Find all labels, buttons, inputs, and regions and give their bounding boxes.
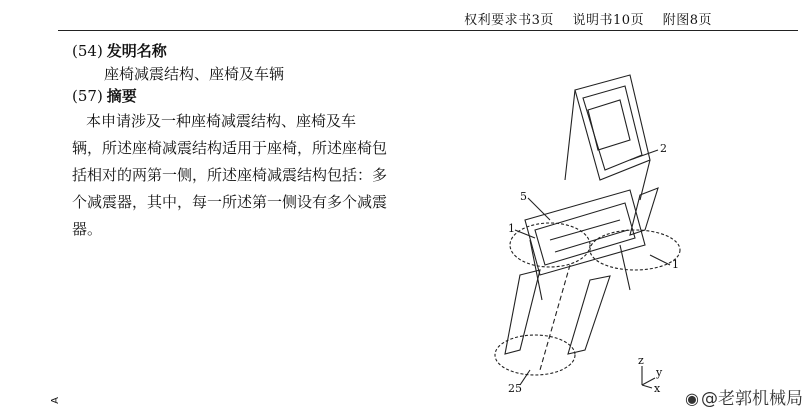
label-1-right: 1 bbox=[672, 258, 679, 271]
backrest-frame bbox=[575, 75, 650, 180]
abstract-heading bbox=[72, 85, 137, 106]
axis-z: z bbox=[638, 354, 644, 367]
watermark-text: @老郭机械局 bbox=[700, 389, 803, 409]
invention-name-code: (54) bbox=[72, 42, 103, 60]
label-1-left: 1 bbox=[508, 222, 515, 235]
abstract-line: 器。 bbox=[72, 220, 103, 238]
left-rail bbox=[505, 270, 540, 354]
watermark bbox=[685, 384, 803, 409]
page-header bbox=[58, 0, 798, 31]
label-25: 25 bbox=[508, 382, 522, 395]
right-rail bbox=[568, 276, 610, 354]
seat-base-frame bbox=[525, 190, 645, 275]
abstract-body bbox=[72, 108, 404, 243]
description-count: 说明书10页 bbox=[572, 13, 645, 28]
abstract-line: 本申请涉及一种座椅减震结构、座椅及车 bbox=[86, 112, 357, 130]
abstract-line: 括相对的两第一侧，所述座椅减震结构包括：多 bbox=[72, 166, 388, 184]
rear-rail bbox=[630, 188, 658, 235]
abstract-label: 摘要 bbox=[106, 87, 137, 105]
axis-y: y bbox=[656, 366, 663, 379]
label-2: 2 bbox=[660, 142, 667, 155]
abstract-line: 辆，所述座椅减震结构适用于座椅，所述座椅包 bbox=[72, 139, 388, 157]
invention-title: 座椅减震结构、座椅及车辆 bbox=[104, 65, 285, 83]
axis-x: x bbox=[654, 382, 661, 395]
side-mark: A bbox=[49, 397, 61, 404]
abstract-code: (57) bbox=[72, 87, 103, 105]
abstract-line: 个减震器，其中，每一所述第一侧设有多个减震 bbox=[72, 193, 388, 211]
invention-name-label: 发明名称 bbox=[106, 42, 167, 60]
invention-name-heading bbox=[72, 40, 167, 61]
header-page-counts bbox=[450, 9, 712, 28]
drawings-count: 附图8页 bbox=[662, 13, 712, 28]
label-5: 5 bbox=[520, 190, 527, 203]
weibo-icon: ◉ bbox=[685, 389, 699, 408]
seat-drawing-figure bbox=[480, 70, 720, 400]
claims-count: 权利要求书3页 bbox=[464, 13, 554, 28]
seat-drawing bbox=[480, 70, 720, 400]
